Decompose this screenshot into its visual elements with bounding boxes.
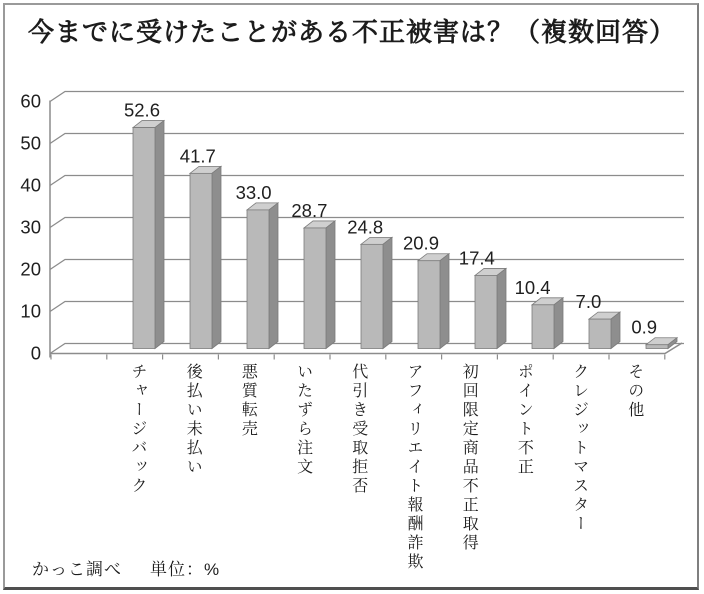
bar-side-face — [554, 298, 563, 349]
bar-side-face — [497, 268, 506, 348]
bar-side-face — [269, 203, 278, 349]
category-label: 後払い未払い — [184, 363, 202, 477]
y-tick-label: 30 — [20, 216, 41, 238]
category-label: ポイント不正 — [515, 363, 533, 477]
bar-value-label: 41.7 — [179, 145, 216, 167]
bar-value-label: 7.0 — [575, 291, 602, 313]
bar-value-label: 0.9 — [631, 316, 658, 338]
bar — [646, 345, 668, 349]
bar — [361, 244, 383, 348]
bar-value-label: 52.6 — [123, 99, 161, 121]
footer-note — [32, 555, 220, 580]
category-label: 悪質転売 — [239, 363, 257, 439]
category-label: 初回限定商品不正取得 — [460, 363, 478, 553]
unit-label: 単位：% — [150, 560, 221, 579]
y-tick-label: 50 — [20, 132, 41, 154]
category-label: いたずら注文 — [294, 363, 312, 477]
y-tick-label: 0 — [30, 342, 41, 364]
category-label: チャージバック — [129, 363, 146, 496]
bar-side-face — [611, 312, 620, 348]
y-tick-label: 60 — [20, 90, 41, 112]
bar-value-label: 10.4 — [514, 276, 551, 298]
bar-value-label: 33.0 — [235, 181, 272, 203]
category-label: クレジットマスター — [570, 363, 588, 534]
bar — [418, 261, 440, 349]
category-label: 代引き受取拒否 — [349, 363, 367, 496]
source-note: かっこ調べ — [32, 560, 122, 579]
bar — [532, 305, 554, 349]
chart-title: 今までに受けたことがある不正被害は？（複数回答） — [27, 17, 676, 47]
y-tick-label: 40 — [20, 174, 41, 196]
bar — [190, 173, 212, 348]
bar-side-face — [212, 166, 221, 348]
bar — [475, 275, 497, 348]
y-tick-label: 10 — [20, 300, 41, 322]
bar-value-label: 24.8 — [347, 216, 384, 238]
bar-side-face — [383, 237, 392, 348]
bar-value-label: 28.7 — [291, 199, 328, 221]
category-label: その他 — [625, 363, 643, 420]
category-label: アフィリエイト報酬詐欺 — [405, 363, 422, 572]
y-tick-label: 20 — [20, 258, 41, 280]
bar-value-label: 17.4 — [458, 247, 495, 269]
bar — [304, 228, 326, 349]
bar — [247, 210, 269, 349]
bar-value-label: 20.9 — [402, 232, 440, 254]
bar — [589, 319, 611, 348]
bar — [133, 128, 155, 349]
bar-side-face — [326, 221, 335, 349]
bar-side-face — [155, 121, 164, 349]
bar-side-face — [440, 254, 449, 349]
